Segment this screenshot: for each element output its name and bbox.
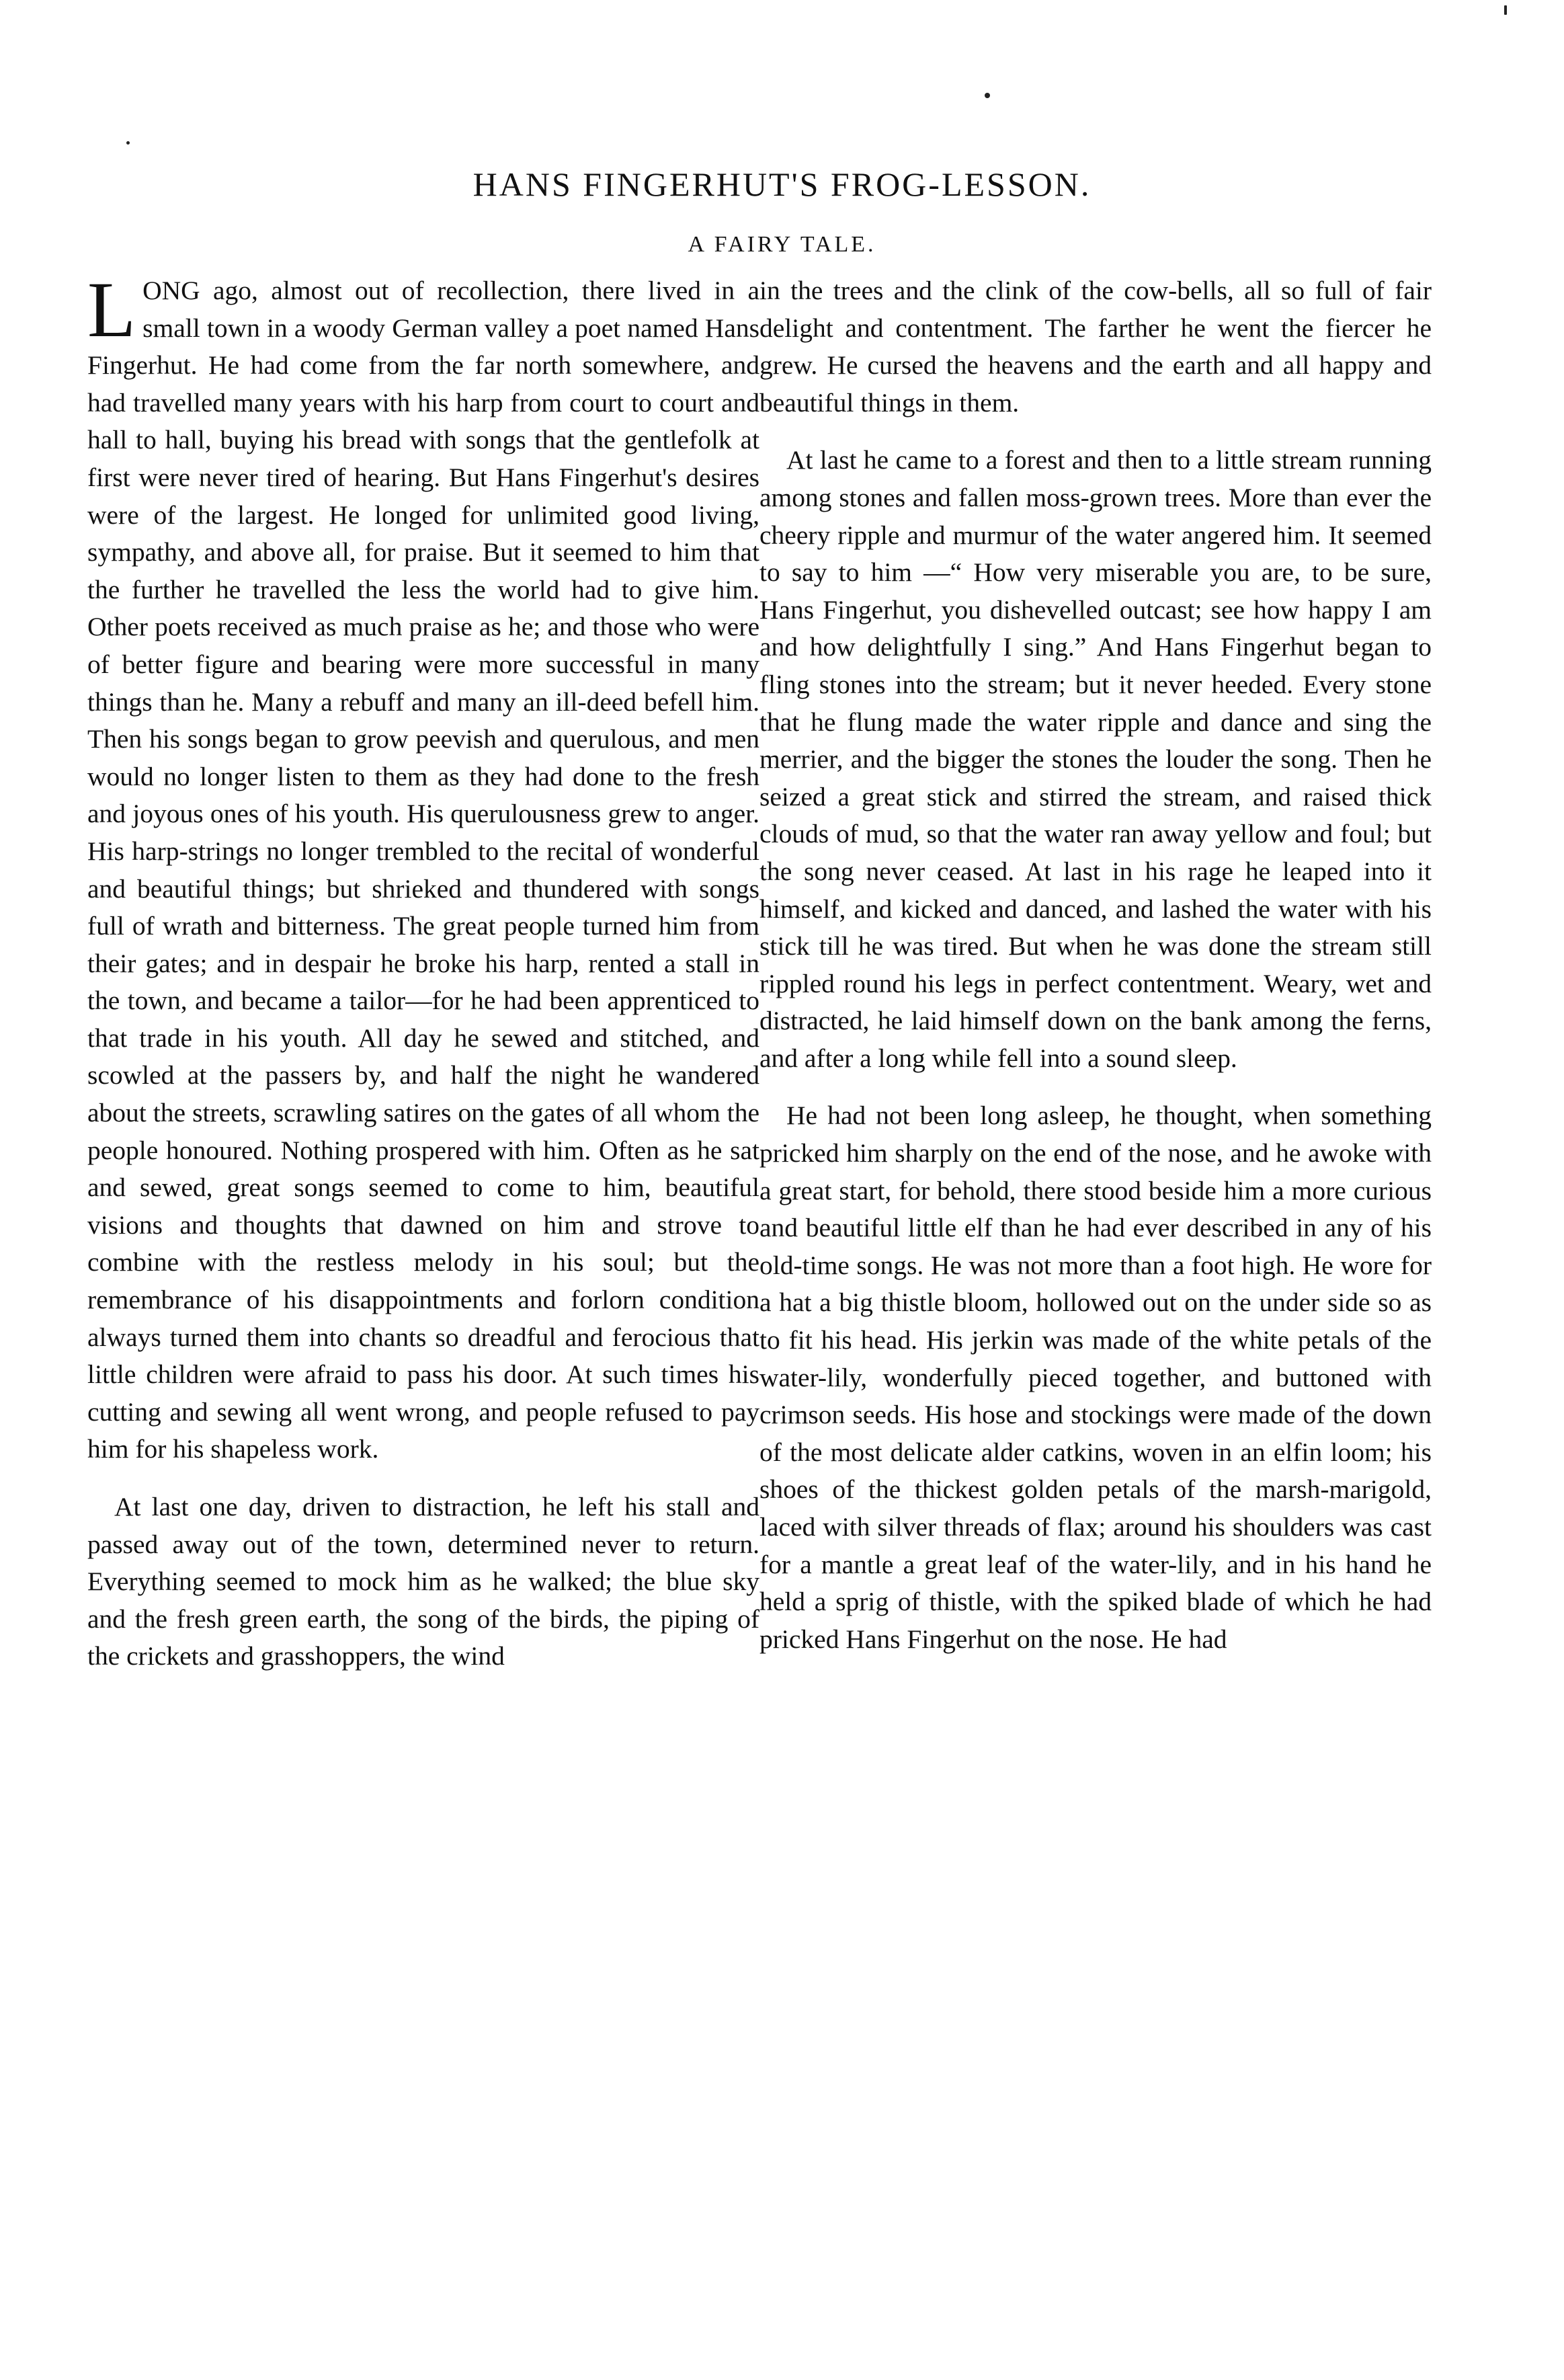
page-subtitle: A FAIRY TALE. — [688, 232, 876, 257]
scan-speck — [126, 141, 130, 145]
paragraph-text: ONG ago, almost out of recollection, there lived in a small town in a woody German valley a poet named Hans Fingerhut. He had come from the far north somewhere, and had travelled many years with his harp from court to court and hall to hall, buying his bread with songs that the gentlefolk at first were never tired of hearing. But Hans Fingerhut's desires were of the largest. He longed for unlimited good living, sympathy, and above all, for praise. But it seemed to him that the further he travelled the less the world had to give him. Other poets received as much praise as he; and those who were of better figure and bearing were more successful in many things than he. Many a rebuff and many an ill-deed befell him. Then his songs began to grow peevish and querulous, and men would no longer listen to them as they had done to the fresh and joyous ones of his youth. His querulousness grew to anger. His harp-strings no longer trembled to the recital of wonderful and beautiful things; but shrieked and thundered with songs full of wrath and bitterness. The great people turned him from their gates; and in despair he broke his harp, rented a stall in the town, and became a tailor—for he had been apprenticed to that trade in his youth. All day he sewed and stitched, and scowled at the passers by, and half the night he wandered about the streets, scrawling satires on the gates of all whom the people honoured. Nothing prospered with him. Often as he sat and sewed, great songs seemed to come to him, beautiful visions and thoughts that dawned on him and strove to combine with the restless melody in his soul; but the remembrance of his disappointments and forlorn condition always turned them into chants so dreadful and ferocious that little children were afraid to pass his door. At such times his cutting and sewing all went wrong, and people refused to pay him for his shapeless work. — [87, 276, 759, 1464]
paragraph: At last one day, driven to distraction, he left his stall and passed away out of the town, determined never to return. Everything seemed to mock him as he walked; the blue sky and the fresh green earth, the song of the birds, the piping of the crickets and grasshoppers, the wind — [87, 1492, 759, 1671]
paragraph: He had not been long asleep, he thought, when something pricked him sharply on the end of the nose, and he awoke with a great start, for behold, there stood beside him a more curious and beautiful little elf than he had ever described in any of his old-time songs. He was not more than a foot high. He wore for a hat a big thistle bloom, hollowed out on the under side so as to fit his head. His jerkin was made of the white petals of the water-lily, wonderfully pieced together, and buttoned with crimson seeds. His hose and stockings were made of the down of the most delicate alder catkins, woven in an elfin loom; his shoes of the thickest golden petals of the marsh-marigold, laced with silver threads of flax; around his shoulders was cast for a mantle a great leaf of the water-lily, and in his hand he held a sprig of thistle, with the spiked blade of which he had pricked Hans Fingerhut on the nose. He had — [759, 1101, 1432, 1654]
drop-cap: L — [87, 266, 136, 354]
page-title: HANS FINGERHUT'S FROG-LESSON. — [472, 165, 1092, 203]
scan-speck — [1504, 5, 1507, 15]
paragraph — [87, 266, 759, 1468]
left-column — [87, 266, 759, 1696]
paragraph: At last he came to a forest and then to a little stream running among stones and fallen moss-grown trees. More than ever the cheery ripple and murmur of the water angered him. It seemed to say to him —“ How very miserable you are, to be sure, Hans Fingerhut, you dishevelled outcast; see how happy I am and how delightfully I sing.” And Hans Fingerhut began to fling stones into the stream; but it never heeded. Every stone that he flung made the water ripple and dance and sing the merrier, and the bigger the stones the louder the song. Then he seized a great stick and stirred the stream, and raised thick clouds of mud, so that the water ran away yellow and foul; but the song never ceased. At last in his rage he leaped into it himself, and kicked and danced, and lashed the water with his stick till he was tired. But when he was done the stream still rippled round his legs in perfect contentment. Weary, wet and distracted, he laid himself down on the bank among the ferns, and after a long while fell into a sound sleep. — [759, 445, 1432, 1073]
scan-speck — [985, 93, 990, 98]
right-column — [759, 272, 1432, 1678]
paragraph: in the trees and the clink of the cow-bells, all so full of fair delight and contentment. The farther he went the fiercer he grew. He cursed the heavens and the earth and all happy and beautiful things in them. — [759, 276, 1432, 418]
